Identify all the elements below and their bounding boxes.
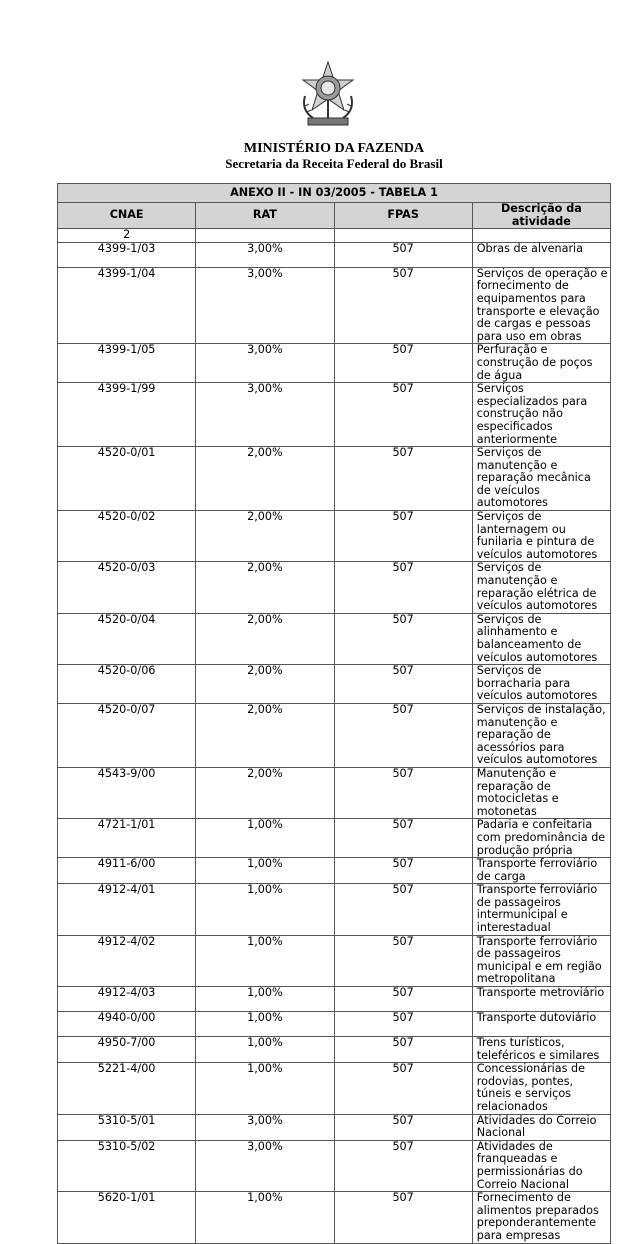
rat-cell: 2,00% — [196, 703, 334, 767]
table-row — [58, 665, 611, 704]
rat-cell: 2,00% — [196, 613, 334, 664]
rat-cell: 1,00% — [196, 987, 334, 1012]
cnae-cell: 2 — [58, 229, 196, 243]
fpas-cell: 507 — [334, 987, 472, 1012]
table-row — [58, 1140, 611, 1191]
coat-of-arms-icon — [297, 60, 359, 130]
description-cell: Serviços de lanternagem ou funilaria e pintura de veículos automotores — [472, 511, 610, 562]
table-title: ANEXO II - IN 03/2005 - TABELA 1 — [58, 184, 611, 203]
table-row — [58, 703, 611, 767]
cnae-cell: 4520-0/02 — [58, 511, 196, 562]
description-cell: Perfuração e construção de poços de água — [472, 344, 610, 383]
fpas-cell: 507 — [334, 858, 472, 884]
cnae-cell: 4520-0/04 — [58, 613, 196, 664]
description-cell: Transporte dutoviário — [472, 1012, 610, 1037]
table-row — [58, 242, 611, 267]
cnae-cell: 5310-5/02 — [58, 1140, 196, 1191]
fpas-cell: 507 — [334, 242, 472, 267]
cnae-cell: 4520-0/01 — [58, 447, 196, 511]
table-row — [58, 1192, 611, 1243]
table-row — [58, 267, 611, 344]
description-cell: Serviços de borracharia para veículos automotores — [472, 665, 610, 704]
column-header-rat: RAT — [196, 203, 334, 229]
description-cell: Serviços especializados para construção não especificados anteriormente — [472, 383, 610, 447]
column-header-fpas: FPAS — [334, 203, 472, 229]
rat-cell: 3,00% — [196, 267, 334, 344]
secretariat-name: Secretaria da Receita Federal do Brasil — [225, 156, 443, 171]
table-row — [58, 858, 611, 884]
rat-cell: 1,00% — [196, 858, 334, 884]
table-row — [58, 935, 611, 986]
fpas-cell: 507 — [334, 613, 472, 664]
cnae-cell: 4520-0/07 — [58, 703, 196, 767]
fpas-cell: 507 — [334, 819, 472, 858]
cnae-cell: 4940-0/00 — [58, 1012, 196, 1037]
description-cell — [472, 229, 610, 243]
table-row — [58, 767, 611, 818]
cnae-cell: 4399-1/04 — [58, 267, 196, 344]
description-cell: Serviços de instalação, manutenção e reparação de acessórios para veículos automotores — [472, 703, 610, 767]
ministry-name: MINISTÉRIO DA FAZENDA — [243, 141, 425, 156]
fpas-cell: 507 — [334, 383, 472, 447]
fpas-cell: 507 — [334, 1063, 472, 1114]
rat-cell: 2,00% — [196, 767, 334, 818]
cnae-cell: 5620-1/01 — [58, 1192, 196, 1243]
fpas-cell: 507 — [334, 344, 472, 383]
description-cell: Concessionárias de rodovias, pontes, túneis e serviços relacionados — [472, 1063, 610, 1114]
table-row — [58, 1114, 611, 1140]
rat-cell — [196, 229, 334, 243]
rat-cell: 1,00% — [196, 1063, 334, 1114]
description-cell: Atividades de franqueadas e permissionárias do Correio Nacional — [472, 1140, 610, 1191]
fpas-cell: 507 — [334, 562, 472, 613]
description-cell: Serviços de operação e fornecimento de equipamentos para transporte e elevação de cargas e pessoas para uso em obras — [472, 267, 610, 344]
rat-cell: 2,00% — [196, 562, 334, 613]
description-cell: Transporte ferroviário de passageiros municipal e em região metropolitana — [472, 935, 610, 986]
fpas-cell: 507 — [334, 1012, 472, 1037]
cnae-table — [57, 183, 611, 1244]
fpas-cell: 507 — [334, 267, 472, 344]
table-row — [58, 229, 611, 243]
fpas-cell: 507 — [334, 767, 472, 818]
cnae-cell: 4721-1/01 — [58, 819, 196, 858]
rat-cell: 1,00% — [196, 1037, 334, 1063]
rat-cell: 3,00% — [196, 242, 334, 267]
rat-cell: 3,00% — [196, 344, 334, 383]
table-row — [58, 344, 611, 383]
fpas-cell: 507 — [334, 1192, 472, 1243]
rat-cell: 1,00% — [196, 935, 334, 986]
description-cell: Trens turísticos, teleféricos e similares — [472, 1037, 610, 1063]
description-cell: Obras de alvenaria — [472, 242, 610, 267]
table-row — [58, 1063, 611, 1114]
table-row — [58, 511, 611, 562]
table-row — [58, 383, 611, 447]
fpas-cell: 507 — [334, 1140, 472, 1191]
table-row — [58, 1037, 611, 1063]
description-cell: Serviços de manutenção e reparação elétrica de veículos automotores — [472, 562, 610, 613]
description-cell: Serviços de alinhamento e balanceamento de veículos automotores — [472, 613, 610, 664]
fpas-cell: 507 — [334, 1037, 472, 1063]
description-cell: Transporte metroviário — [472, 987, 610, 1012]
cnae-cell: 4912-4/03 — [58, 987, 196, 1012]
table-row — [58, 562, 611, 613]
rat-cell: 3,00% — [196, 1114, 334, 1140]
cnae-cell: 4520-0/03 — [58, 562, 196, 613]
cnae-cell: 4950-7/00 — [58, 1037, 196, 1063]
fpas-cell: 507 — [334, 703, 472, 767]
description-cell: Padaria e confeitaria com predominância de produção própria — [472, 819, 610, 858]
description-cell: Transporte ferroviário de passageiros intermunicipal e interestadual — [472, 884, 610, 935]
cnae-cell: 4912-4/01 — [58, 884, 196, 935]
cnae-cell: 5310-5/01 — [58, 1114, 196, 1140]
cnae-cell: 4543-9/00 — [58, 767, 196, 818]
description-cell: Fornecimento de alimentos preparados preponderantemente para empresas — [472, 1192, 610, 1243]
table-row — [58, 447, 611, 511]
fpas-cell: 507 — [334, 1114, 472, 1140]
cnae-cell: 4399-1/99 — [58, 383, 196, 447]
column-header-description: Descrição da atividade — [472, 203, 610, 229]
rat-cell: 3,00% — [196, 383, 334, 447]
rat-cell: 2,00% — [196, 665, 334, 704]
rat-cell: 1,00% — [196, 1192, 334, 1243]
rat-cell: 3,00% — [196, 1140, 334, 1191]
table-row — [58, 613, 611, 664]
table-row — [58, 1012, 611, 1037]
table-row — [58, 819, 611, 858]
fpas-cell: 507 — [334, 447, 472, 511]
cnae-cell: 4399-1/05 — [58, 344, 196, 383]
rat-cell: 2,00% — [196, 511, 334, 562]
description-cell: Manutenção e reparação de motocicletas e motonetas — [472, 767, 610, 818]
cnae-cell: 5221-4/00 — [58, 1063, 196, 1114]
table-row — [58, 884, 611, 935]
rat-cell: 1,00% — [196, 819, 334, 858]
cnae-cell: 4520-0/06 — [58, 665, 196, 704]
rat-cell: 1,00% — [196, 884, 334, 935]
rat-cell: 1,00% — [196, 1012, 334, 1037]
description-cell: Atividades do Correio Nacional — [472, 1114, 610, 1140]
cnae-cell: 4399-1/03 — [58, 242, 196, 267]
rat-cell: 2,00% — [196, 447, 334, 511]
column-header-cnae: CNAE — [58, 203, 196, 229]
description-cell: Serviços de manutenção e reparação mecânica de veículos automotores — [472, 447, 610, 511]
fpas-cell: 507 — [334, 884, 472, 935]
fpas-cell: 507 — [334, 935, 472, 986]
fpas-cell: 507 — [334, 665, 472, 704]
fpas-cell: 507 — [334, 511, 472, 562]
cnae-cell: 4912-4/02 — [58, 935, 196, 986]
description-cell: Transporte ferroviário de carga — [472, 858, 610, 884]
cnae-cell: 4911-6/00 — [58, 858, 196, 884]
fpas-cell — [334, 229, 472, 243]
table-row — [58, 987, 611, 1012]
